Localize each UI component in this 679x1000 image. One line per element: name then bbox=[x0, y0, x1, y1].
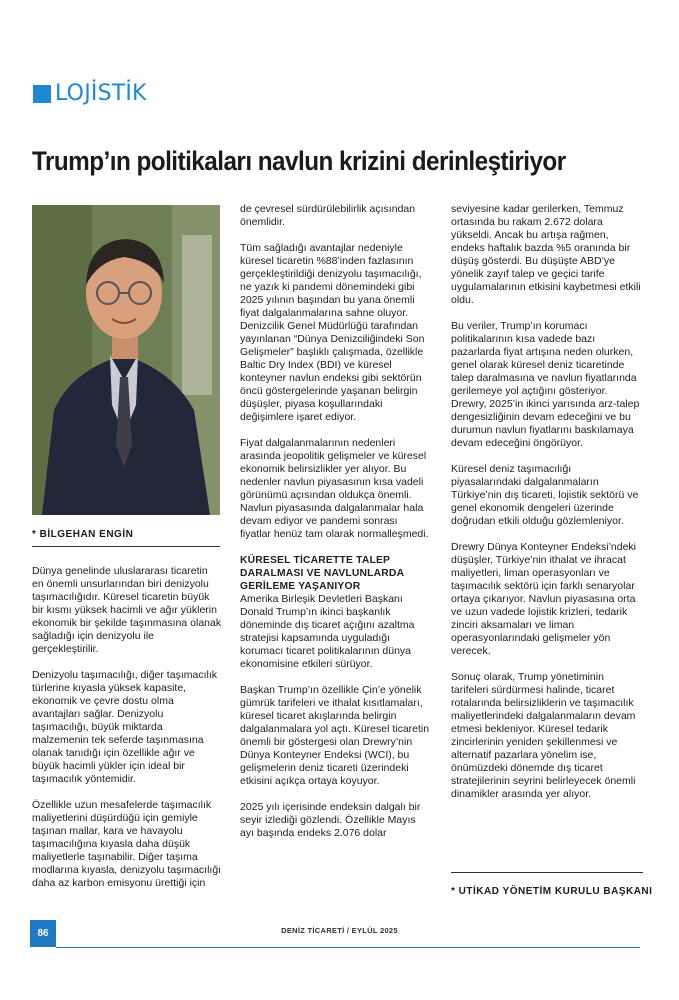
paragraph: Özellikle uzun mesafelerde taşımacılık maliyetlerini düşürdüğü için gemiyle taşınan mallar, kara ve havayolu taşımacılığına kıyasla daha düşük maliyetlerle taşınabilir. Diğer taşıma modlarına kıyasla, denizyolu taşımacılığı daha az karbon emisyonu ürettiği için bbox=[32, 799, 222, 889]
author-photo bbox=[32, 205, 220, 515]
paragraph: 2025 yılı içerisinde endeksin dalgalı bir seyir izlediği gözlendi. Özellikle Mayıs ayı başında endeks 2.076 dolar bbox=[240, 801, 421, 839]
footer-publication: DENİZ TİCARETİ / EYLÜL 2025 bbox=[281, 926, 398, 935]
paragraph: Denizyolu taşımacılığı, diğer taşımacılık türlerine kıyasla yüksek kapasite, ekonomik ve çevre dostu olma avantajları sağlar. Denizyolu taşımacılığı, büyük miktarda malzemenin tek seferde taşınmasına olanak tanıdığı için özellikle ağır ve büyük hacimli yükler için ideal bir taşımacılık yöntemidir. bbox=[32, 669, 217, 785]
author-caption: * BİLGEHAN ENGİN bbox=[32, 529, 134, 540]
paragraph: Bu veriler, Trump’ın korumacı politikalarının kısa vadede bazı pazarlarda fiyat artışına neden olurken, genel olarak küresel deniz ticaretinde talep daralmasına ve navlun fiyatlarında gerilemeye yol açtığını gösteriyor. Drewry, 2025’in ikinci yarısında arz-talep dengesizliğinin devam edeceğini ve bu durumun navlun fiyatlarını baskılamaya devam edeceğini öngörüyor. bbox=[451, 320, 640, 449]
article-headline: Trump’ın politikaları navlun krizini derinleştiriyor bbox=[32, 146, 566, 176]
column-3 bbox=[451, 203, 643, 814]
paragraph: Dünya genelinde uluslararası ticaretin en önemli unsurlarından biri denizyolu taşımacılığıdır. Küresel ticaretin büyük bir kısmı yüksek hacimli ve ağır yüklerin ekonomik bir şekilde taşınmasına olanak sağladığı için denizyolu ile gerçekleştirilir. bbox=[32, 565, 222, 655]
section-square-icon bbox=[33, 85, 51, 103]
paragraph: Tüm sağladığı avantajlar nedeniyle küresel ticaretin %88’inden fazlasının gerçekleştirildiği denizyolu taşımacılığı, ne yazık ki pandemi dönemindeki gibi 2025 yılının başından bu yana önemli fiyat dalgalanmalarına sahne oluyor. Denizcilik Genel Müdürlüğü tarafından yayınlanan “Dünya Denizciliğindeki Son Gelişmeler” başlıklı çalışmada, özellikle Baltic Dry Index (BDI) ve küresel konteyner navlun endeksi gibi sektörün öncü göstergelerinde yaşanan belirgin düşüşler, piyasa koşullarındaki değişimlere işaret ediyor. bbox=[240, 242, 425, 423]
author-portrait-image bbox=[32, 205, 220, 515]
section-label: LOJİSTİK bbox=[55, 81, 147, 106]
paragraph: Fiyat dalgalanmalarının nedenleri arasında jeopolitik gelişmeler ve küresel ekonomik belirsizlikler yer alıyor. Bu nedenler navlun piyasasının kısa vadeli görünümü açısından oldukça önemli. Navlun piyasasında dalgalanmalar hala devam ediyor ve pandemi sonrası fiyatlar henüz tam olarak normalleşmedi. bbox=[240, 437, 429, 540]
page-number: 86 bbox=[30, 920, 56, 947]
closing-author-credit: * UTİKAD YÖNETİM KURULU BAŞKANI bbox=[451, 886, 653, 897]
paragraph: Drewry Dünya Konteyner Endeksi’ndeki düşüşler, Türkiye’nin ithalat ve ihracat maliyetleri, liman operasyonları ve taşımacılık sektörü için farklı senaryolar ortaya çıkarıyor. Navlun piyasasına orta ve uzun vadede lojistik krizleri, tedarik zinciri aksamaları ve liman operasyonlarındaki gelişmeler yön verecek. bbox=[451, 541, 637, 657]
section-subheading: KÜRESEL TİCARETTE TALEP DARALMASI VE NAVLUNLARDA GERİLEME YAŞANIYOR bbox=[240, 555, 404, 592]
footer-rule bbox=[56, 947, 640, 948]
column-2 bbox=[240, 203, 430, 853]
paragraph: Amerika Birleşik Devletleri Başkanı Donald Trump’ın ikinci başkanlık döneminde dış ticaret açığını azaltma stratejisi kapsamında uyguladığı korumacı ticaret politikalarının dünya ekonomisine etkileri sürüyor. bbox=[240, 593, 415, 670]
closing-rule bbox=[451, 872, 643, 873]
paragraph: Başkan Trump’ın özellikle Çin’e yönelik gümrük tarifeleri ve ithalat kısıtlamaları, küresel ticaret akışlarında belirgin dalgalanmalara yol açtı. Küresel ticaretin önemli bir göstergesi olan Drewry’nin Dünya Konteyner Endeksi (WCI), bu gelişmelerin deniz ticareti üzerindeki etkisini açıkça ortaya koyuyor. bbox=[240, 684, 430, 787]
column-1 bbox=[32, 565, 222, 903]
paragraph: seviyesine kadar gerilerken, Temmuz ortasında bu rakam 2.672 dolara yükseldi. Ancak bu artışa rağmen, endeks haftalık bazda %5 oranında bir düşüş gösterdi. Bu düşüşte ABD’ye yönelik zayıf talep ve geçici tarife uygulamalarının etkisini kaybetmesi etkili oldu. bbox=[451, 203, 641, 306]
section-tag bbox=[33, 83, 147, 105]
paragraph: Küresel deniz taşımacılığı piyasalarındaki dalgalanmaların Türkiye’nin dış ticareti, lojistik sektörü ve genel ekonomik dengeleri üzerinde doğrudan etkili olduğu gözlemleniyor. bbox=[451, 463, 639, 527]
caption-rule bbox=[32, 546, 220, 547]
paragraph: de çevresel sürdürülebilirlik açısından önemlidir. bbox=[240, 203, 416, 228]
paragraph: Sonuç olarak, Trump yönetiminin tarifeleri sürdürmesi halinde, ticaret rotalarında belirsizliklerin ve taşımacılık maliyetlerindeki dalgalanmaların devam etmesi bekleniyor. Küresel tedarik zincirlerinin yeniden şekillenmesi ve alternatif pazarlara yönelim ise, önümüzdeki dönemde dış ticaret stratejilerinin seyrini belirleyecek önemli dinamikler arasında yer alıyor. bbox=[451, 671, 636, 800]
